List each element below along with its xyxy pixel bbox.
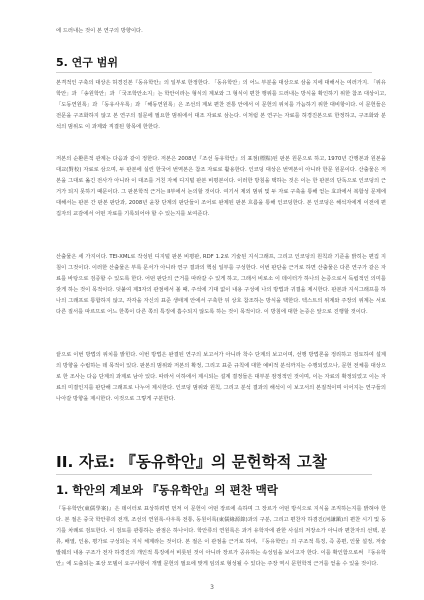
part-2-rule	[56, 474, 372, 475]
section-5-rule	[56, 72, 372, 73]
section-2-1-paragraph: 『동유학안(東儒學案)』은 데이터로 표상하려면 먼저 이 문헌이 어떤 장르에 속하며 그 장르가 어떤 방식으로 지식을 조직하는지를 밝혀야 한다. 본 절은 중국 학안류의 전개, 조선의 연원록·사우록 전통, 동원이록(東儒緣源錄)과의 구분, 그리고 편찬자 하겸진(河謙鎭)의 편찬 시기 및 동기를 차례로 검토한다. 이 검토를 관통하는 관점은 하나이다. 학안류의 연원록은 과거 유학자에 관한 사실의 저장소가 아니라 편찬자의 선택, 분류, 배열, 인용, 평가로 구성되는 지식 체계라는 것이다. 본 절은 이 관점을 근거로 하여, 『동유학안』의 구조적 특징, 즉 종편, 인물 설정, 저술 발췌의 내용 구조가 전자 하경진의 개인적 특징에서 비롯된 것이 아니라 장르가 공유하는 속성임을 보이고자 한다. 이를 확인함으로써 『동유학안』에 도출되는 표상 모델이 요구사항이 개별 문헌의 필요에 맞게 임의로 형성될 수 있다는 주장 역시 문헌학적 근거를 얻을 수 있을 것이다.	[56, 506, 386, 567]
section-5-paragraph-2: 저본의 순환론적 관계는 다음과 같이 정한다. 저본은 2008년『조선 동유학안』의 표점(標點)된 판본 원문으로 하고, 1970년 간행본과 원본을 대교(對校) 자료로 삼으며, 두 판본에 실린 한국어 번역본은 참조 자료로 활용한다. 인코딩 대상은 번역본이 아니라 한문 원문이다. 산출물은 저본을 그대로 옮긴 전사가 아니라 이 대조를 거친 자체 디지털 판본 비평본이다. 이러한 방침을 택하는 것은 이는 한 판본의 단독으로 인코딩의 근거가 되지 못하기 때문이다. 그 판본학적 근거는 II부에서 논의할 것이다. 여기서 제외 범위 및 두 자료 구축을 통해 얻는 효과에서 복합성 문제에 대해서는 판본 간 판본 판단과, 2008년 윤창 단계의 판단들이 조어로 완제된 판본 흐름을 통해 인코딩한다. 본 인코딩은 해석자에게 이전에 편집자의 교감에서 어떤 자료를 기록되어야 할 수 있는지를 보여준다.	[56, 156, 386, 217]
part-2-heading: II. 자료: 『동유학안』의 문헌학적 고찰	[56, 453, 327, 471]
intro-line: 에 드러내는 것이 본 연구의 방향이다.	[56, 28, 143, 34]
page-number: 3	[210, 584, 214, 591]
section-5-paragraph-4: 끝으로 이번 방법의 위치를 밝힌다. 이번 방법은 완결된 연구의 보고서가 아니라 착수 단계의 보고이며, 선행 방법론을 정리하고 검토하여 설계의 방향을 수립하는 데 목적이 있다. 판본의 범위와 저본의 확정, 그리고 표준 규칙에 대한 예비적 분석까지는 수행되었으나, 문헌 전체를 대상으로 한 조사는 다음 단계의 과제로 남아 있다. 따라서 이하에서 제시되는 설계 결정들은 대부분 잠정적인 것이며, 이는 자료의 확정되었고 이는 자료의 미결인지를 판단해 그래프로 나누어 제시한다. 인코딩 범위와 원칙, 그리고 분석 결과의 해석이 이 보고서의 본질적이며 이어지는 연구들의 나아갈 방향을 제시한다. 이것으로 그렇게 구분한다.	[56, 352, 386, 402]
section-5-paragraph-3: 산출물은 세 가지이다. TEI-XML로 작성된 디지털 판본 비평판, RDF 1.2로 기술된 지식그래프, 그리고 인코딩의 원칙과 기준을 밝히는 편집 지침이 그것이다. 이러한 산출물은 부록 문서가 아니라 연구 결과의 핵심 일부를 구성한다. 이번 판단을 근거로 하면 산출물은 다른 연구가 같은 자료를 바탕으로 검증할 수 있도록 한다. 어떤 판단의 근거를 따라갈 수 있게 하고, 그래서 비로소 이 데이터가 하나의 논증으로서 독립적인 의미를 갖게 하는 것이 목적이다. 덧붙여 제3자의 관점에서 볼 때, 주석에 기대 없이 내용 구성에 나의 방법과 귀결을 제시한다. 판본과 지식그래프를 하나의 그래프로 통합하지 않고, 각각을 자신의 표준 생태계 안에서 구축한 뒤 상호 참조하는 방식을 택한다. 텍스트의 위계와 주장의 위계는 서로 다른 질서를 따르므로 어느 한쪽이 다른 쪽의 특징에 흡수되지 않도록 하는 것이 목적이다. 이 방침에 대한 논증은 앞으로 진행할 것이다.	[56, 254, 386, 315]
section-5-paragraph-1: 본격적인 구축의 대상은 허경진본『동유학안』의 일부로 한정한다. 「동유학안」의 어느 부분을 대상으로 삼을 지에 대해서는 여러가지. 「위유학안」과 「송원학안」과 「국조학안소지」는 학안이라는 형식의 계보와 그 형식이 편찬 행위를 드러내는 방식을 확인하기 위한 참조 대상이고, 「도동연원록」과 「동유사우록」과 「해동연원록」은 조선의 계보 편찬 전통 안에서 이 문헌의 위치를 가늠하기 위한 대비항이다. 이 문헌들은 전문을 구조화하지 않고 본 연구의 질문에 필요한 범위에서 대조 자료로 삼는다. 이처럼 본 연구는 자료를 허경진본으로 한정하고, 구조화와 분석의 범위도 이 과제와 직결된 항목에 한한다.	[56, 80, 386, 130]
section-5-heading: 5. 연구 범위	[56, 56, 118, 69]
section-2-1-heading: 1. 학안의 계보와 『동유학안』의 편찬 맥락	[56, 483, 279, 497]
